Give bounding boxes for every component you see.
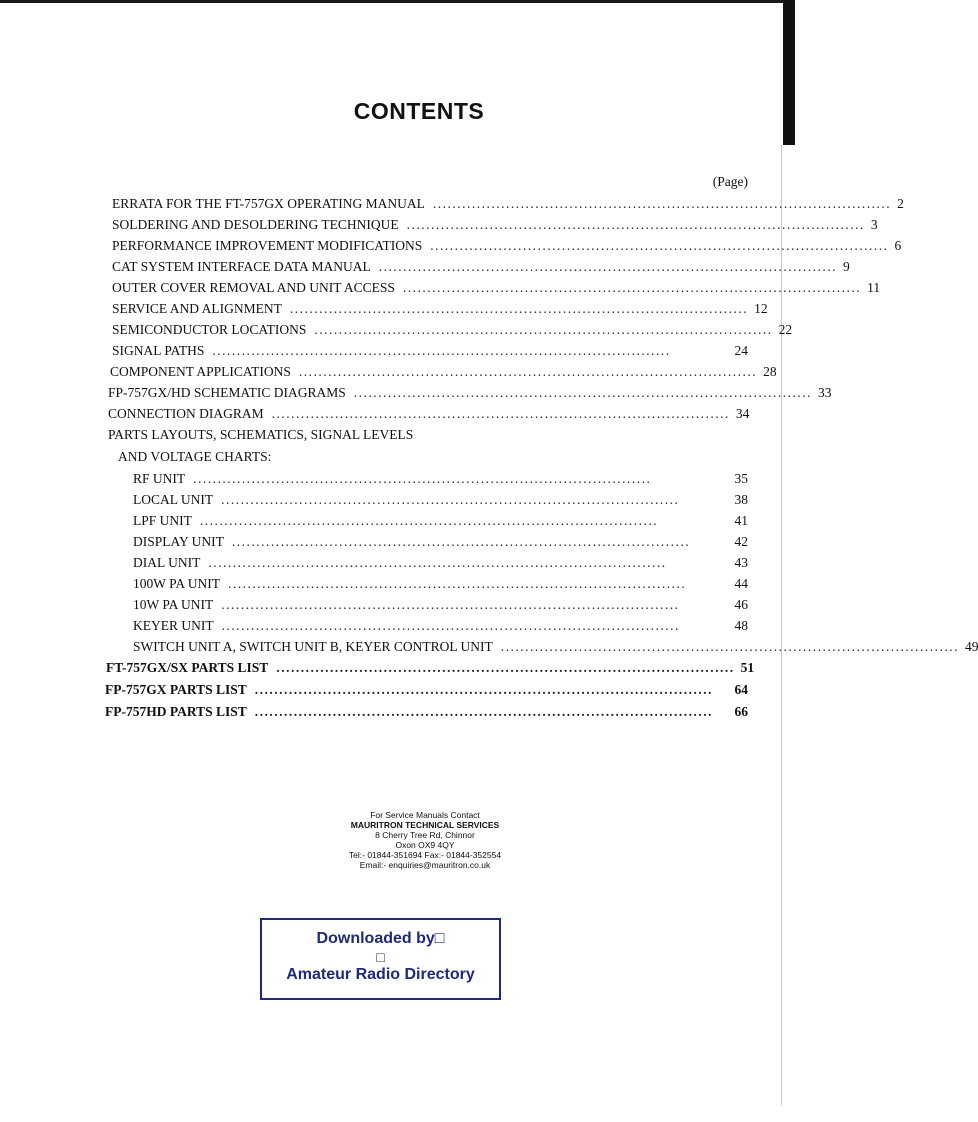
- toc-entry-label: KEYER UNIT: [133, 618, 214, 633]
- toc-subentry-keyer-unit[interactable]: [133, 613, 748, 634]
- leader-dots: ..............................................................................................: [406, 217, 865, 232]
- toc-entry-fp757gx-parts[interactable]: [105, 677, 748, 698]
- toc-subentry-10w-pa-unit[interactable]: [133, 592, 748, 613]
- toc-entry-fp757hd-parts[interactable]: [105, 699, 748, 720]
- toc-entry-label: FP-757HD PARTS LIST: [105, 704, 247, 719]
- leader-dots: ..............................................................................................: [221, 618, 680, 633]
- toc-entry-page: 49: [964, 639, 978, 654]
- toc-entry-label: FP-757GX/HD SCHEMATIC DIAGRAMS: [108, 385, 346, 400]
- toc-entry-page: 35: [734, 471, 748, 486]
- toc-entry-label: ERRATA FOR THE FT-757GX OPERATING MANUAL: [112, 196, 425, 211]
- toc-entry-page: 24: [734, 343, 748, 358]
- page-title: CONTENTS: [353, 98, 485, 124]
- toc-entry-page: 22: [778, 322, 793, 337]
- toc-entry-page: 34: [735, 406, 750, 421]
- leader-dots: ..............................................................................................: [430, 238, 889, 253]
- toc-entry-label: SERVICE AND ALIGNMENT: [112, 301, 282, 316]
- leader-dots: ..............................................................................................: [212, 343, 671, 358]
- leader-dots: ..............................................................................................: [221, 492, 680, 507]
- leader-dots: ..............................................................................................: [199, 513, 659, 528]
- toc-entry-label: FT-757GX/SX PARTS LIST: [106, 660, 269, 675]
- toc-entry-soldering[interactable]: [112, 212, 878, 233]
- toc-subentry-100w-pa-unit[interactable]: [133, 571, 748, 592]
- download-box-line2: □: [376, 949, 385, 965]
- leader-dots: ..............................................................................................: [193, 471, 652, 486]
- leader-dots: ..............................................................................................: [208, 555, 667, 570]
- leader-dots: ..............................................................................................: [221, 597, 680, 612]
- toc-entry-label: 100W PA UNIT: [133, 576, 221, 591]
- toc-entry-page: 42: [734, 534, 748, 549]
- toc-entry-service[interactable]: [112, 296, 768, 317]
- toc-subentry-dial-unit[interactable]: [133, 550, 748, 571]
- section-heading-line1: PARTS LAYOUTS, SCHEMATICS, SIGNAL LEVELS: [108, 427, 414, 442]
- toc-entry-label: DISPLAY UNIT: [133, 534, 224, 549]
- toc-entry-label: SOLDERING AND DESOLDERING TECHNIQUE: [112, 217, 399, 232]
- section-heading-line2: AND VOLTAGE CHARTS:: [118, 449, 272, 464]
- toc-entry-page: 11: [867, 280, 881, 295]
- service-contact-block: [300, 810, 550, 870]
- toc-entry-page: 9: [842, 259, 850, 274]
- toc-entry-label: FP-757GX PARTS LIST: [105, 682, 247, 697]
- toc-entry-page: 66: [734, 704, 748, 719]
- download-box-line3: Amateur Radio Directory: [286, 966, 475, 983]
- top-border: [0, 0, 795, 3]
- leader-dots: ..............................................................................................: [254, 682, 714, 697]
- toc-entry-performance[interactable]: [112, 233, 902, 254]
- contact-email: Email:- enquiries@mauritron.co.uk: [359, 860, 491, 870]
- toc-entry-page: 38: [734, 492, 748, 507]
- toc-entry-page: 64: [734, 682, 748, 697]
- toc-entry-page: 41: [734, 513, 748, 528]
- toc-entry-page: 51: [740, 660, 755, 675]
- toc-entry-page: 12: [754, 301, 768, 316]
- leader-dots: ..............................................................................................: [298, 364, 758, 379]
- contact-postcode: Oxon OX9 4QY: [395, 840, 455, 850]
- download-box-line1: Downloaded by□: [316, 930, 445, 947]
- download-box: [260, 918, 501, 1000]
- toc-entry-semiconductor[interactable]: [112, 317, 793, 338]
- toc-entry-signal-paths[interactable]: [112, 338, 748, 359]
- leader-dots: ..............................................................................................: [402, 280, 862, 295]
- toc-entry-page: 48: [734, 618, 748, 633]
- toc-subentry-local-unit[interactable]: [133, 487, 748, 508]
- toc-entry-label: SEMICONDUCTOR LOCATIONS: [112, 322, 307, 337]
- toc-entry-ft757-parts[interactable]: [106, 655, 755, 676]
- leader-dots: ..............................................................................................: [314, 322, 773, 337]
- toc-entry-label: CONNECTION DIAGRAM: [108, 406, 264, 421]
- toc-entry-page: 3: [870, 217, 878, 232]
- toc-entry-label: SWITCH UNIT A, SWITCH UNIT B, KEYER CONTROL UNIT: [133, 639, 493, 654]
- toc-entry-label: LPF UNIT: [133, 513, 192, 528]
- toc-entry-page: 43: [734, 555, 748, 570]
- contact-company: MAURITRON TECHNICAL SERVICES: [350, 820, 500, 830]
- toc-entry-page: 46: [734, 597, 748, 612]
- toc-subentry-display-unit[interactable]: [133, 529, 748, 550]
- leader-dots: ..............................................................................................: [432, 196, 892, 211]
- toc-subentry-rf-unit[interactable]: [133, 466, 748, 487]
- contact-phone: Tel:- 01844-351694 Fax:- 01844-352554: [348, 850, 502, 860]
- toc-entry-page: 2: [897, 196, 904, 211]
- toc-entry-label: COMPONENT APPLICATIONS: [110, 364, 291, 379]
- toc-entry-cat-system[interactable]: [112, 254, 850, 275]
- leader-dots: ..............................................................................................: [353, 385, 813, 400]
- toc-entry-label: OUTER COVER REMOVAL AND UNIT ACCESS: [112, 280, 395, 295]
- leader-dots: ..............................................................................................: [276, 660, 735, 675]
- toc-entry-page: 33: [818, 385, 832, 400]
- toc-entry-label: CAT SYSTEM INTERFACE DATA MANUAL: [112, 259, 371, 274]
- contact-line: For Service Manuals Contact: [370, 810, 480, 820]
- toc-entry-page: 28: [763, 364, 777, 379]
- toc-entry-errata[interactable]: [112, 191, 904, 212]
- leader-dots: ..............................................................................................: [500, 639, 959, 654]
- contact-address: 8 Cherry Tree Rd, Chinnor: [375, 830, 475, 840]
- toc-subentry-lpf-unit[interactable]: [133, 508, 748, 529]
- toc-entry-label: SIGNAL PATHS: [112, 343, 205, 358]
- toc-entry-label: DIAL UNIT: [133, 555, 201, 570]
- toc-entry-label: LOCAL UNIT: [133, 492, 214, 507]
- toc-entry-label: RF UNIT: [133, 471, 186, 486]
- leader-dots: ..............................................................................................: [231, 534, 691, 549]
- leader-dots: ..............................................................................................: [228, 576, 687, 591]
- toc-entry-page: 6: [894, 238, 902, 253]
- page-column-header: (Page): [712, 174, 748, 189]
- leader-dots: ..............................................................................................: [271, 406, 730, 421]
- toc-entry-label: 10W PA UNIT: [133, 597, 214, 612]
- toc-entry-connection[interactable]: [108, 401, 748, 422]
- leader-dots: ..............................................................................................: [254, 704, 714, 719]
- toc-entry-page: 44: [734, 576, 748, 591]
- leader-dots: ..............................................................................................: [289, 301, 749, 316]
- toc-entry-schematic[interactable]: [108, 380, 832, 401]
- toc-subentry-switch-units[interactable]: [133, 634, 978, 655]
- leader-dots: ..............................................................................................: [378, 259, 837, 274]
- toc-entry-label: PERFORMANCE IMPROVEMENT MODIFICATIONS: [112, 238, 423, 253]
- toc-entry-outer-cover[interactable]: [112, 275, 881, 296]
- toc-entry-component[interactable]: [110, 359, 777, 380]
